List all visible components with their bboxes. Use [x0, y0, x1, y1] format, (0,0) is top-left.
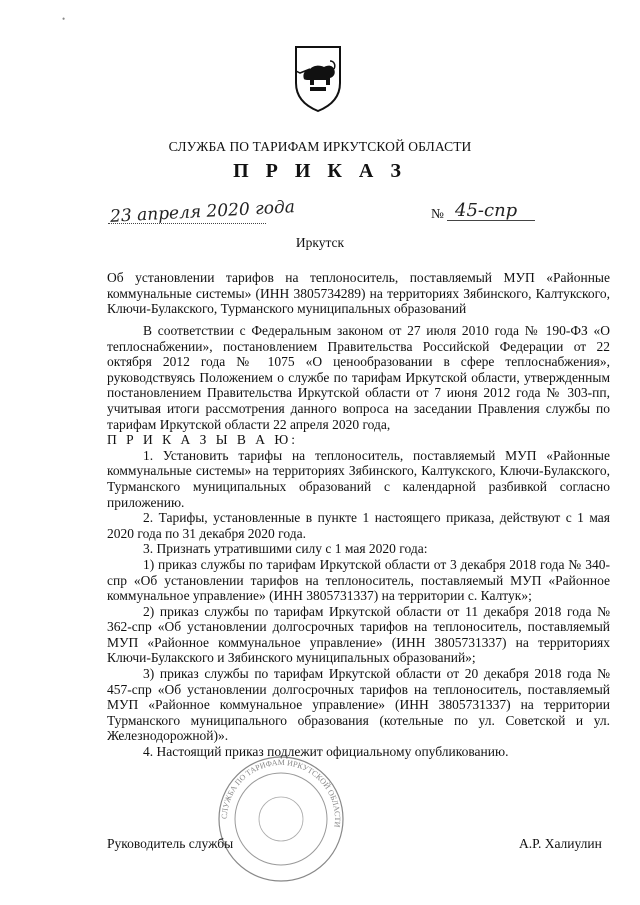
svg-text:СЛУЖБА ПО ТАРИФАМ ИРКУТСКОЙ ОБ	[220, 758, 342, 828]
coat-of-arms-emblem	[290, 43, 346, 113]
clause-1: 1. Установить тарифы на теплоноситель, поставляемый МУП «Районные коммунальные системы» на территориях Зябинского, Калтукского, Ключи-Булакского, Турманского муниципальных образований с календарной разбивкой согласно приложению.	[107, 447, 610, 510]
handwritten-date: 23 апреля 2020 года	[109, 197, 296, 227]
corner-mark: •	[62, 14, 66, 24]
signatory-name: А.Р. Халиулин	[519, 836, 602, 851]
number-underline	[447, 220, 535, 221]
date-underline	[108, 223, 266, 224]
clause-4: 4. Настоящий приказ подлежит официальному опубликованию.	[143, 744, 509, 760]
stamp-ring-text: СЛУЖБА ПО ТАРИФАМ ИРКУТСКОЙ ОБЛАСТИ	[219, 757, 343, 828]
handwritten-number: 45-спр	[455, 200, 518, 221]
clause-3-item-1: 1) приказ службы по тарифам Иркутской области от 3 декабря 2018 года № 340-спр «Об установлении тарифов на теплоноситель, поставляемый МУП «Районное коммунальное управление» (ИНН 3805731337) на территории с. Калтук»;	[107, 556, 610, 604]
clause-3: 3. Признать утратившими силу с 1 мая 2020 года:	[143, 541, 428, 557]
number-label: №	[431, 206, 444, 221]
order-keyword: П Р И К А З Ы В А Ю:	[107, 432, 299, 448]
document-title: П Р И К А З	[233, 160, 407, 182]
order-body	[107, 323, 610, 760]
official-seal-stamp	[214, 752, 348, 886]
order-subject: Об установлении тарифов на теплоноситель, поставляемый МУП «Районные коммунальные системы» (ИНН 3805734289) на территориях Зябинского, Калтукского, Ключи-Булакского, Турманского муниципальных образований	[107, 270, 610, 316]
agency-name: СЛУЖБА ПО ТАРИФАМ ИРКУТСКОЙ ОБЛАСТИ	[168, 139, 472, 154]
clause-2: 2. Тарифы, установленные в пункте 1 настоящего приказа, действуют с 1 мая 2020 года по 31 декабря 2020 года.	[107, 510, 610, 541]
clause-3-item-3: 3) приказ службы по тарифам Иркутской области от 20 декабря 2018 года № 457-спр «Об установлении долгосрочных тарифов на теплоноситель, поставляемый МУП «Районное коммунальное управление» (ИНН 3805731337) на территории Турманского муниципального образования (котельные по ул. Советской и ул. Железнодорожной)».	[107, 666, 610, 744]
preamble-paragraph: В соответствии с Федеральным законом от 27 июля 2010 года № 190-ФЗ «О теплоснабжении», постановлением Правительства Российской Федерации от 22 октября 2012 года № 1075 «О ценообразовании в сфере теплоснабжения», руководствуясь Положением о службе по тарифам Иркутской области, утвержденным постановлением Правительства Иркутской области от 7 июня 2012 года № 303-пп, учитывая итоги рассмотрения данного вопроса на заседании Правления службы по тарифам Иркутской области 22 апреля 2020 года,	[107, 323, 610, 432]
city-name: Иркутск	[295, 235, 345, 250]
clause-3-item-2: 2) приказ службы по тарифам Иркутской области от 11 декабря 2018 года № 362-спр «Об установлении долгосрочных тарифов на теплоноситель, поставляемый МУП «Районное коммунальное управление» (ИНН 3805731337) на территориях Ключи-Булакского и Зябинского муниципальных образований»;	[107, 603, 610, 666]
signatory-role: Руководитель службы	[107, 836, 234, 851]
